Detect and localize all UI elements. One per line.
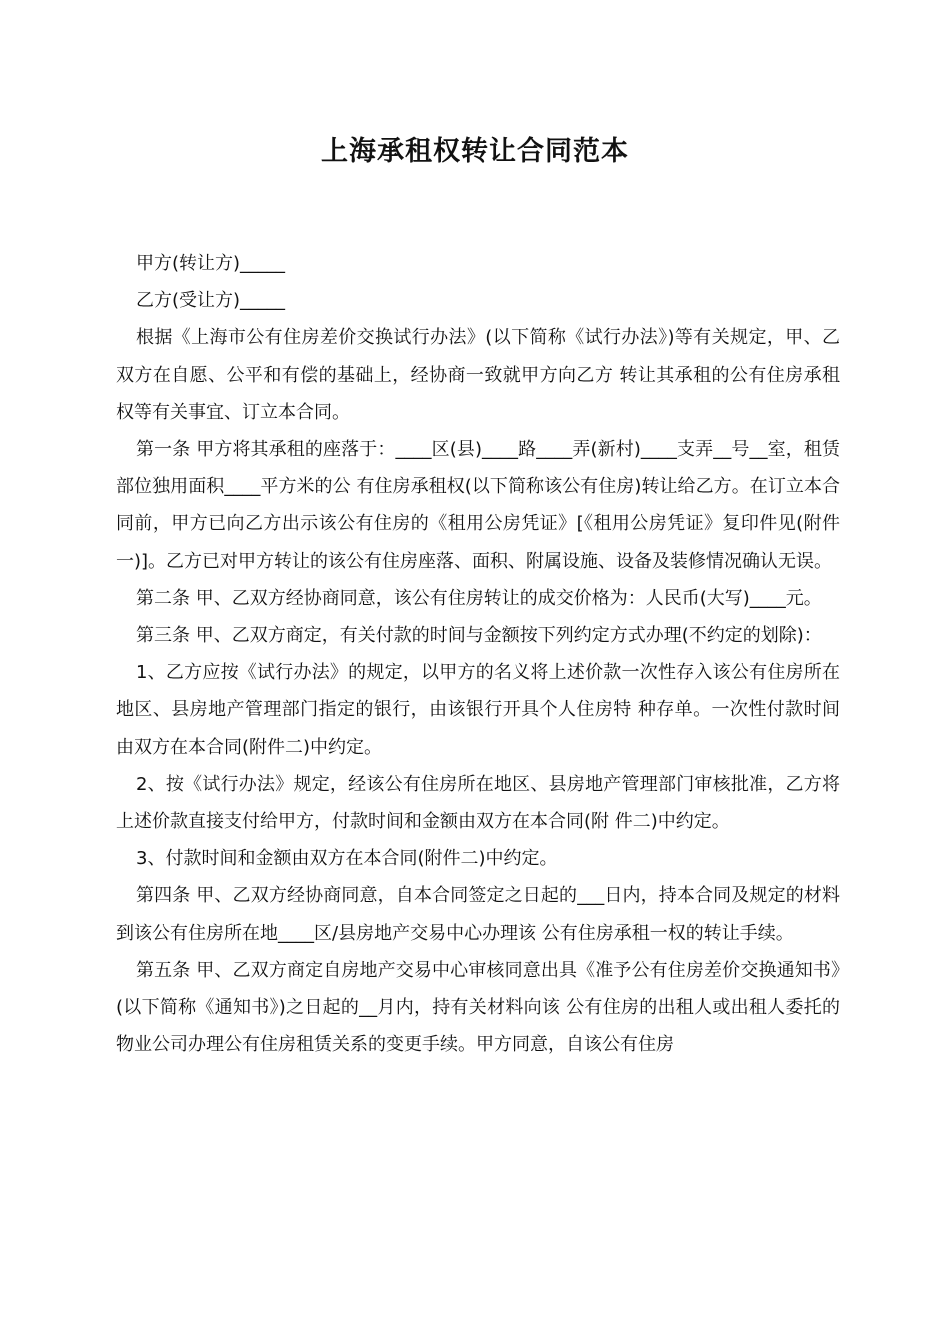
article-3-item-2: 2、按《试行办法》规定，经该公有住房所在地区、县房地产管理部门审核批准，乙方将上述价款直接支付给甲方，付款时间和金额由双方在本合同(附 件二)中约定。 — [116, 773, 840, 833]
document-title: 上海承租权转让合同范本 — [321, 136, 629, 167]
article-5-paragraph: 第五条 甲、乙双方商定自房地产交易中心审核同意出具《准予公有住房差价交换通知书》(以下简称《通知书》)之日起的__月内，持有关材料向该 公有住房的出租人或出租人委托的物业公司办理公有住房租赁关系的变更手续。甲方同意，自该公有住房 — [116, 959, 840, 1056]
party-a-line: 甲方(转让方)_____ — [136, 253, 286, 274]
article-3-item-1: 1、乙方应按《试行办法》的规定，以甲方的名义将上述价款一次性存入该公有住房所在地区、县房地产管理部门指定的银行，由该银行开具个人住房特 种存单。一次性付款时间由双方在本合同(附件二)中约定。 — [116, 662, 840, 758]
document-body — [116, 245, 840, 1063]
preamble-paragraph: 根据《上海市公有住房差价交换试行办法》(以下简称《试行办法》)等有关规定，甲、乙双方在自愿、公平和有偿的基础上，经协商一致就甲方向乙方 转让其承租的公有住房承租权等有关事宜、订立本合同。 — [116, 327, 840, 423]
article-2-paragraph: 第二条 甲、乙双方经协商同意，该公有住房转让的成交价格为：人民币(大写)____元。 — [136, 587, 822, 609]
article-3-item-3: 3、付款时间和金额由双方在本合同(附件二)中约定。 — [136, 848, 558, 870]
party-b-line: 乙方(受让方)_____ — [136, 290, 286, 312]
article-3-paragraph: 第三条 甲、乙双方商定，有关付款的时间与金额按下列约定方式办理(不约定的划除)： — [136, 625, 822, 647]
article-4-paragraph: 第四条 甲、乙双方经协商同意，自本合同签定之日起的___日内，持本合同及规定的材料到该公有住房所在地____区/县房地产交易中心办理该 公有住房承租一权的转让手续。 — [116, 885, 840, 944]
article-1-paragraph: 第一条 甲方将其承租的座落于：____区(县)____路____弄(新村)____支弄__号__室，租赁部位独用面积____平方米的公 有住房承租权(以下简称该公有住房)转让给乙方。在订立本合同前，甲方已向乙方出示该公有住房的《租用公房凭证》[《租用公房凭证》复印件见(附件 一)]。乙方已对甲方转让的该公有住房座落、面积、附属设施、设备及装修情况确认无误。 — [116, 439, 840, 572]
